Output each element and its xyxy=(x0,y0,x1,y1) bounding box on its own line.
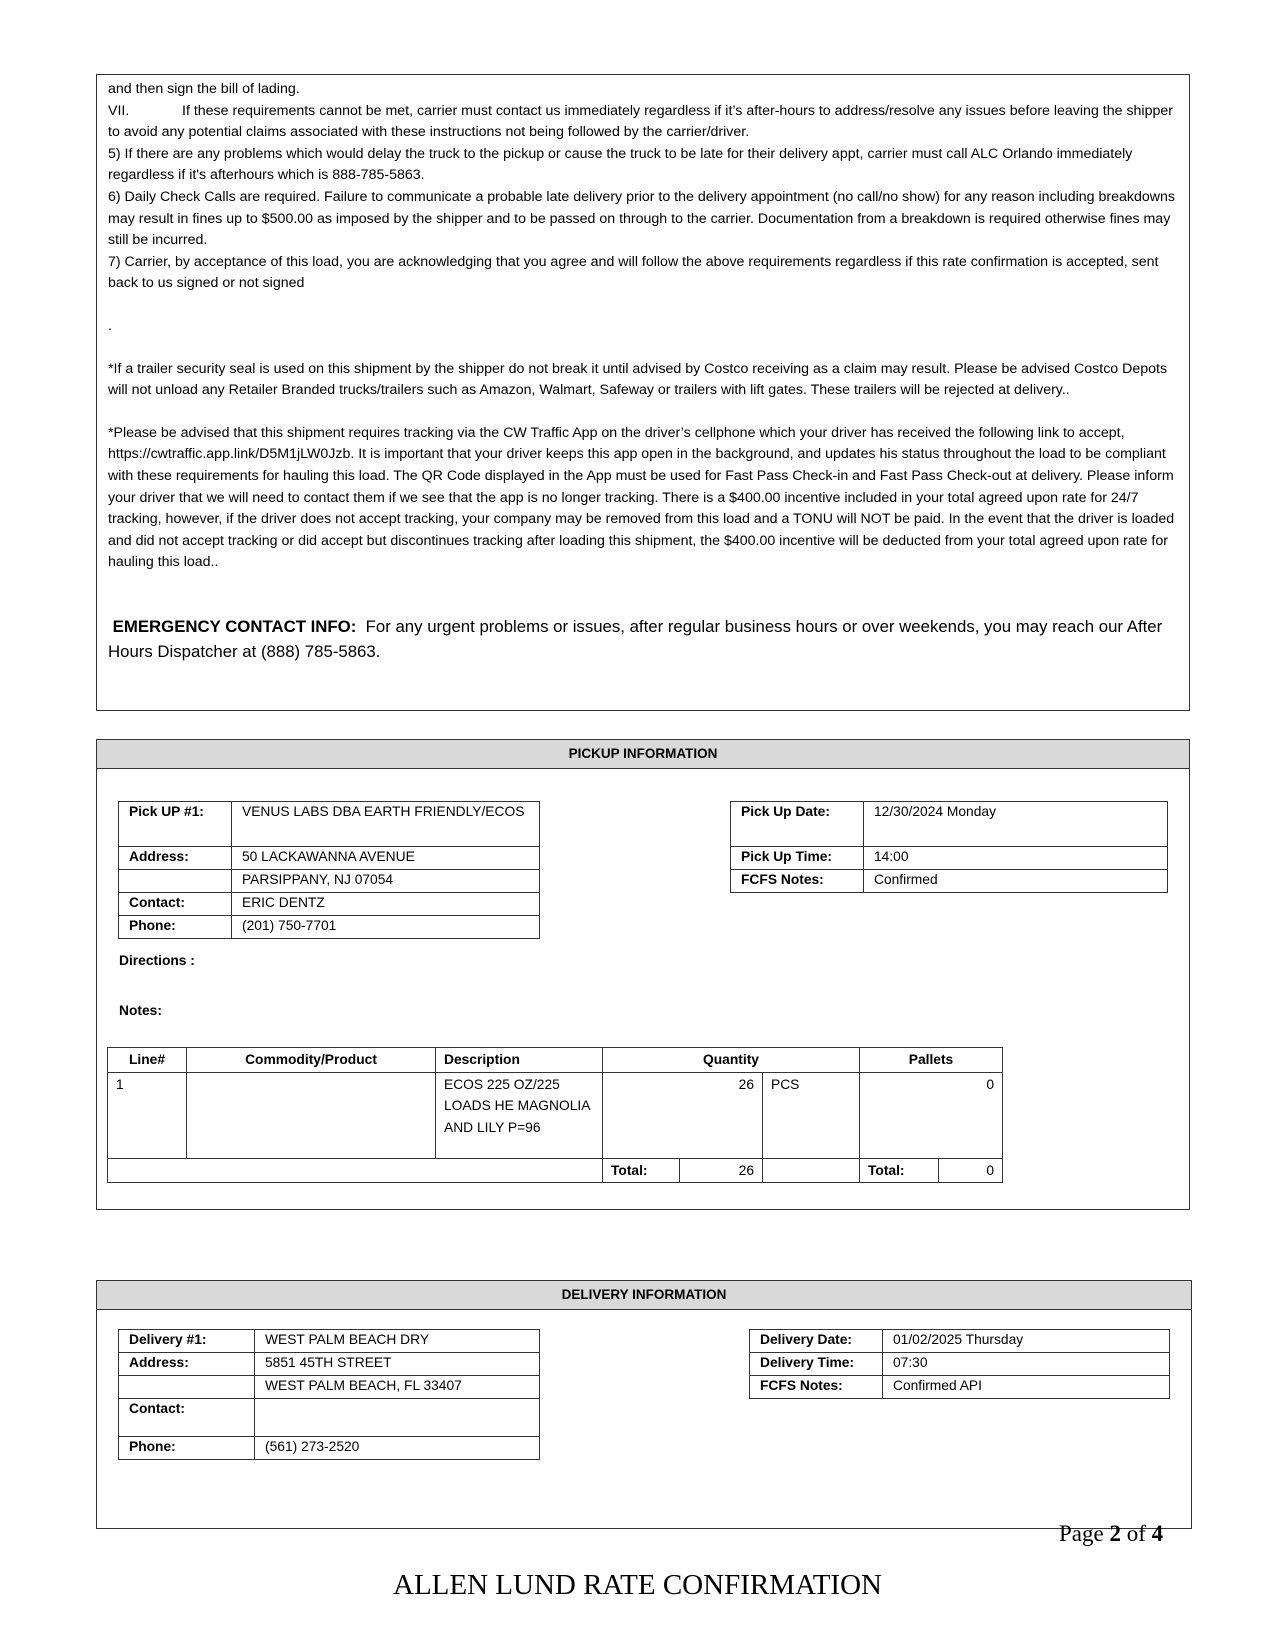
terms-tracking-note: *Please be advised that this shipment requires tracking via the CW Traffic App on the driver’s cellphone which your driver has received the following link to accept, https://cwtraffic.app.link/D5M1jLW0Jzb. It is important that your driver keeps this app open in the background, and updates his status throughout the load to be compliant with these requirements for hauling this load. The QR Code displayed in the App must be used for Fast Pass Check-in and Fast Pass Check-out at delivery. Please inform your driver that we will need to contact them if we see that the app is no longer tracking. There is a $400.00 incentive included in your total agreed upon rate for 24/7 tracking, however, if the driver does not accept tracking, your company may be removed from this load and a TONU will NOT be paid. In the event that the driver is loaded and did not accept tracking or did accept but discontinues tracking after loading this shipment, the $400.00 incentive will be deducted from your total agreed upon rate for hauling this load.. xyxy=(108,424,1175,571)
pickup-directions-label: Directions : xyxy=(119,953,195,968)
col-line: Line# xyxy=(108,1048,187,1073)
terms-item-5: 5) If there are any problems which would delay the truck to the pickup or cause the truck to be late for their delivery appt, carrier must call ALC Orlando immediately regardless if it's afterhours which is 888-785-5863. xyxy=(108,145,1133,184)
delivery-address-line1: 5851 45TH STREET xyxy=(255,1353,540,1376)
delivery-time-label: Delivery Time: xyxy=(750,1353,883,1376)
document-footer-title: ALLEN LUND RATE CONFIRMATION xyxy=(393,1569,882,1601)
page-word: Page xyxy=(1059,1521,1104,1546)
delivery-phone-value: (561) 273-2520 xyxy=(255,1437,540,1460)
delivery-phone-label: Phone: xyxy=(119,1437,255,1460)
delivery-number-label: Delivery #1: xyxy=(119,1330,255,1353)
delivery-address-label: Address: xyxy=(119,1353,255,1376)
delivery-location-table xyxy=(118,1329,540,1460)
terms-line1: and then sign the bill of lading. xyxy=(108,81,300,97)
row-commodity xyxy=(187,1072,436,1158)
row-unit: PCS xyxy=(763,1072,860,1158)
delivery-number-value: WEST PALM BEACH DRY xyxy=(255,1330,540,1353)
pickup-header: PICKUP INFORMATION xyxy=(97,740,1189,769)
delivery-contact-value xyxy=(255,1399,540,1437)
row-line: 1 xyxy=(108,1072,187,1158)
page-total: 4 xyxy=(1151,1521,1164,1546)
delivery-section xyxy=(96,1280,1192,1529)
delivery-time-value: 07:30 xyxy=(883,1353,1170,1376)
delivery-schedule-table xyxy=(749,1329,1170,1399)
pickup-fcfs-label: FCFS Notes: xyxy=(731,870,864,893)
pickup-schedule-table xyxy=(730,801,1168,893)
pickup-time-label: Pick Up Time: xyxy=(731,847,864,870)
emergency-contact-text: For any urgent problems or issues, after regular business hours or over weekends, you may reach our After Hours Dispatcher at (888) 785-5863. xyxy=(108,616,1163,661)
pickup-address-line1: 50 LACKAWANNA AVENUE xyxy=(232,847,540,870)
pickup-location-table xyxy=(118,801,540,939)
delivery-fcfs-label: FCFS Notes: xyxy=(750,1376,883,1399)
row-quantity: 26 xyxy=(603,1072,763,1158)
terms-section xyxy=(96,74,1190,711)
commodity-table xyxy=(107,1047,1003,1183)
pickup-date-label: Pick Up Date: xyxy=(731,802,864,847)
page-number xyxy=(1059,1521,1163,1547)
page-current: 2 xyxy=(1109,1521,1121,1546)
terms-item-7: 7) Carrier, by acceptance of this load, you are acknowledging that you agree and will follow the above requirements regardless if this rate confirmation is accepted, sent back to us signed or not signed xyxy=(108,253,1159,292)
total-qty-label: Total: xyxy=(603,1158,680,1183)
pickup-address-label: Address: xyxy=(119,847,232,870)
total-pallets-value: 0 xyxy=(939,1158,1003,1183)
col-commodity: Commodity/Product xyxy=(187,1048,436,1073)
pickup-fcfs-value: Confirmed xyxy=(864,870,1168,893)
terms-seal-note: *If a trailer security seal is used on this shipment by the shipper do not break it until advised by Costco receiving as a claim may result. Please be advised Costco Depots will not unload any Retailer Branded trucks/trailers such as Amazon, Walmart, Safeway or trailers with lift gates. These trailers will be rejected at delivery.. xyxy=(108,360,1168,399)
col-description: Description xyxy=(436,1048,603,1073)
pickup-contact-value: ERIC DENTZ xyxy=(232,893,540,916)
total-pallets-label: Total: xyxy=(860,1158,939,1183)
delivery-header: DELIVERY INFORMATION xyxy=(97,1281,1191,1310)
emergency-contact-label: EMERGENCY CONTACT INFO: xyxy=(112,616,357,636)
col-pallets: Pallets xyxy=(860,1048,1003,1073)
pickup-phone-label: Phone: xyxy=(119,916,232,939)
delivery-address-line2: WEST PALM BEACH, FL 33407 xyxy=(255,1376,540,1399)
col-quantity: Quantity xyxy=(603,1048,860,1073)
terms-item-vii-number: VII. xyxy=(108,102,130,119)
table-row xyxy=(108,1072,1003,1158)
terms-dot: . xyxy=(108,317,112,334)
pickup-phone-value: (201) 750-7701 xyxy=(232,916,540,939)
delivery-contact-label: Contact: xyxy=(119,1399,255,1437)
pickup-notes-label: Notes: xyxy=(119,1003,162,1018)
pickup-date-value: 12/30/2024 Monday xyxy=(864,802,1168,847)
total-qty-value: 26 xyxy=(680,1158,763,1183)
delivery-date-value: 01/02/2025 Thursday xyxy=(883,1330,1170,1353)
delivery-date-label: Delivery Date: xyxy=(750,1330,883,1353)
terms-item-vii-text: If these requirements cannot be met, carrier must contact us immediately regardless if it’s after-hours to address/resolve any issues before leaving the shipper to avoid any potential claims associated with these instructions not being followed by the carrier/driver. xyxy=(108,102,1173,141)
pickup-number-label: Pick UP #1: xyxy=(119,802,232,847)
emergency-contact xyxy=(108,614,1178,664)
pickup-number-value: VENUS LABS DBA EARTH FRIENDLY/ECOS xyxy=(232,802,540,847)
pickup-section xyxy=(96,739,1190,1210)
pickup-contact-label: Contact: xyxy=(119,893,232,916)
row-description: ECOS 225 OZ/225 LOADS HE MAGNOLIA AND LILY P=96 xyxy=(436,1072,603,1158)
page-of: of xyxy=(1126,1521,1146,1546)
delivery-fcfs-value: Confirmed API xyxy=(883,1376,1170,1399)
pickup-time-value: 14:00 xyxy=(864,847,1168,870)
pickup-address-line2: PARSIPPANY, NJ 07054 xyxy=(232,870,540,893)
terms-item-vii xyxy=(108,101,1178,144)
terms-item-6: 6) Daily Check Calls are required. Failure to communicate a probable late delivery prior to the delivery appointment (no call/no show) for any reason including breakdowns may result in fines up to $500.00 as imposed by the shipper and to be passed on through to the carrier. Documentation from a breakdown is required otherwise fines may still be incurred. xyxy=(108,188,1175,249)
row-pallets: 0 xyxy=(860,1072,1003,1158)
